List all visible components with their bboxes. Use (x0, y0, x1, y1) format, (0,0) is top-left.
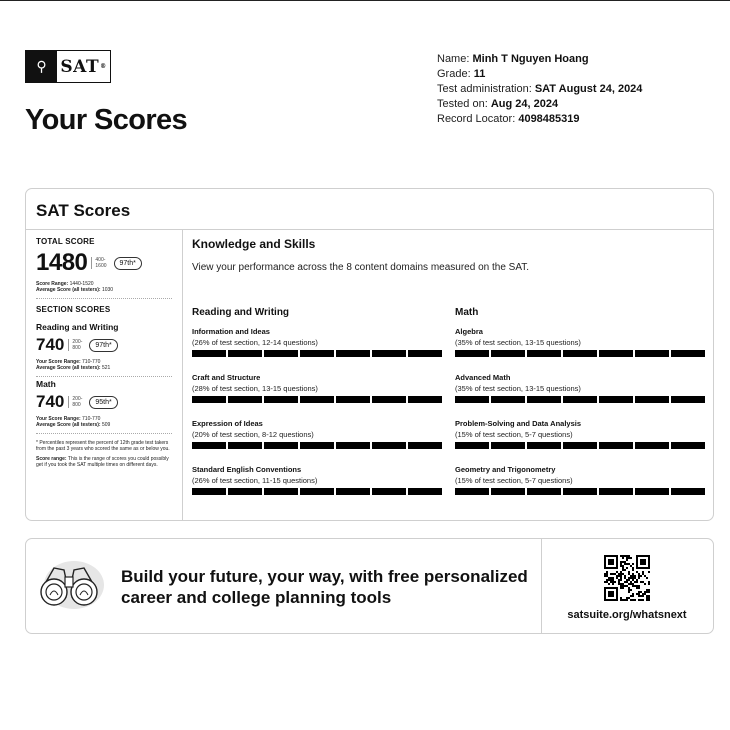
performance-segment (455, 350, 489, 357)
rw-score-range: Your Score Range: 710-770 Average Score (all testers): 521 (36, 359, 111, 371)
domain-weight: (35% of test section, 13-15 questions) (455, 338, 581, 347)
name-label: Name: (437, 53, 470, 65)
total-score: 1480 (36, 249, 88, 276)
performance-segment (336, 350, 370, 357)
math-domains-title: Math (455, 307, 479, 318)
domain-math-2 (455, 419, 705, 449)
performance-segment (563, 396, 597, 403)
performance-segment (372, 396, 406, 403)
performance-segment (228, 396, 262, 403)
performance-segment (228, 350, 262, 357)
logo-text: SAT (60, 56, 100, 77)
performance-segment (563, 350, 597, 357)
page-title: Your Scores (25, 104, 188, 136)
ks-title: Knowledge and Skills (192, 237, 316, 251)
rw-domains-title: Reading and Writing (192, 307, 290, 318)
record-locator: 4098485319 (518, 113, 580, 125)
domain-weight: (35% of test section, 13-15 questions) (455, 384, 581, 393)
performance-segment (408, 396, 442, 403)
performance-segment (563, 488, 597, 495)
performance-segment (491, 488, 525, 495)
domain-weight: (15% of test section, 5-7 questions) (455, 476, 573, 485)
performance-segment (372, 442, 406, 449)
performance-bar (192, 396, 442, 403)
domain-name: Geometry and Trigonometry (455, 465, 556, 474)
qr-code-icon[interactable] (604, 555, 650, 601)
performance-bar (455, 442, 705, 449)
performance-segment (599, 350, 633, 357)
performance-segment (228, 442, 262, 449)
total-score-label: TOTAL SCORE (36, 237, 95, 246)
performance-segment (372, 350, 406, 357)
domain-rw-2 (192, 419, 442, 449)
performance-segment (635, 442, 669, 449)
total-range-scale: 400- 1600 (91, 257, 106, 269)
rw-percentile-badge: 97th* (89, 339, 117, 352)
domain-rw-1 (192, 373, 442, 403)
performance-segment (372, 488, 406, 495)
performance-segment (527, 350, 561, 357)
domain-rw-0 (192, 327, 442, 357)
performance-segment (635, 350, 669, 357)
domain-weight: (28% of test section, 13-15 questions) (192, 384, 318, 393)
performance-segment (192, 442, 226, 449)
ks-description: View your performance across the 8 content domains measured on the SAT. (192, 262, 530, 273)
sat-logo (25, 50, 111, 83)
performance-bar (455, 396, 705, 403)
domain-math-3 (455, 465, 705, 495)
performance-bar (455, 350, 705, 357)
grade-label: Grade: (437, 68, 471, 80)
performance-segment (671, 350, 705, 357)
math-range-scale: 200- 800 (68, 396, 82, 408)
performance-segment (671, 442, 705, 449)
performance-segment (599, 488, 633, 495)
performance-segment (408, 488, 442, 495)
domain-name: Advanced Math (455, 373, 511, 382)
divider (36, 433, 172, 434)
student-grade: 11 (473, 68, 486, 80)
domain-weight: (26% of test section, 11-15 questions) (192, 476, 318, 485)
performance-segment (264, 488, 298, 495)
performance-segment (671, 488, 705, 495)
domain-name: Expression of Ideas (192, 419, 263, 428)
performance-segment (491, 442, 525, 449)
performance-bar (192, 488, 442, 495)
performance-segment (408, 350, 442, 357)
performance-segment (671, 396, 705, 403)
performance-segment (192, 350, 226, 357)
total-percentile-badge: 97th* (114, 257, 142, 270)
domain-weight: (26% of test section, 12-14 questions) (192, 338, 318, 347)
performance-segment (300, 488, 334, 495)
domain-math-0 (455, 327, 705, 357)
score-range-note: Score range: This is the range of scores you could possibly get if you took the SAT multiple times on different days. (36, 456, 169, 468)
top-rule (0, 0, 730, 1)
performance-bar (455, 488, 705, 495)
card-title: SAT Scores (26, 189, 713, 230)
performance-segment (228, 488, 262, 495)
performance-segment (192, 488, 226, 495)
performance-segment (300, 350, 334, 357)
domain-name: Standard English Conventions (192, 465, 302, 474)
percentile-note: * Percentiles represent the percent of 12th grade test takers from the past 3 years who scored the same as or below you. (36, 440, 170, 452)
performance-bar (192, 350, 442, 357)
total-score-range: Score Range: 1440-1520 Average Score (all testers): 1030 (36, 281, 114, 293)
performance-segment (300, 442, 334, 449)
math-score: 740 (36, 392, 65, 411)
performance-segment (455, 488, 489, 495)
test-administration: SAT August 24, 2024 (534, 83, 643, 95)
section-scores-label: SECTION SCORES (36, 305, 111, 314)
rw-score: 740 (36, 335, 65, 354)
rw-section-name: Reading and Writing (36, 322, 119, 332)
sat-scores-card (25, 188, 714, 521)
domain-name: Algebra (455, 327, 483, 336)
performance-segment (336, 442, 370, 449)
performance-segment (264, 396, 298, 403)
performance-segment (336, 396, 370, 403)
performance-segment (300, 396, 334, 403)
domain-name: Craft and Structure (192, 373, 261, 382)
acorn-icon: ⚲ (26, 51, 57, 82)
domain-weight: (15% of test section, 5-7 questions) (455, 430, 573, 439)
performance-segment (264, 442, 298, 449)
math-score-range: Your Score Range: 710-770 Average Score (all testers): 509 (36, 416, 111, 428)
performance-segment (491, 350, 525, 357)
domain-rw-3 (192, 465, 442, 495)
performance-segment (491, 396, 525, 403)
student-name: Minh T Nguyen Hoang (472, 53, 589, 65)
tested-on: Aug 24, 2024 (490, 98, 559, 110)
divider (36, 376, 172, 377)
binoculars-icon (34, 561, 106, 611)
performance-segment (599, 396, 633, 403)
performance-segment (336, 488, 370, 495)
performance-segment (408, 442, 442, 449)
performance-segment (527, 396, 561, 403)
divider (36, 298, 172, 299)
performance-segment (455, 442, 489, 449)
student-info (437, 52, 642, 127)
performance-segment (192, 396, 226, 403)
math-percentile-badge: 95th* (89, 396, 117, 409)
domain-name: Information and Ideas (192, 327, 270, 336)
tested-label: Tested on: (437, 98, 488, 110)
whats-next-link[interactable]: satsuite.org/whatsnext (567, 609, 687, 621)
admin-label: Test administration: (437, 83, 532, 95)
planning-banner (25, 538, 714, 634)
domain-name: Problem-Solving and Data Analysis (455, 419, 582, 428)
performance-segment (527, 442, 561, 449)
performance-bar (192, 442, 442, 449)
knowledge-skills (192, 230, 703, 520)
domain-math-1 (455, 373, 705, 403)
performance-segment (527, 488, 561, 495)
rw-range-scale: 200- 800 (68, 339, 82, 351)
performance-segment (635, 396, 669, 403)
trademark-icon: ® (100, 63, 107, 70)
locator-label: Record Locator: (437, 113, 516, 125)
domain-weight: (20% of test section, 8-12 questions) (192, 430, 314, 439)
performance-segment (599, 442, 633, 449)
banner-headline: Build your future, your way, with free personalized career and college planning tools (121, 567, 528, 607)
performance-segment (455, 396, 489, 403)
score-summary (26, 230, 183, 520)
performance-segment (635, 488, 669, 495)
performance-segment (264, 350, 298, 357)
performance-segment (563, 442, 597, 449)
math-section-name: Math (36, 379, 56, 389)
